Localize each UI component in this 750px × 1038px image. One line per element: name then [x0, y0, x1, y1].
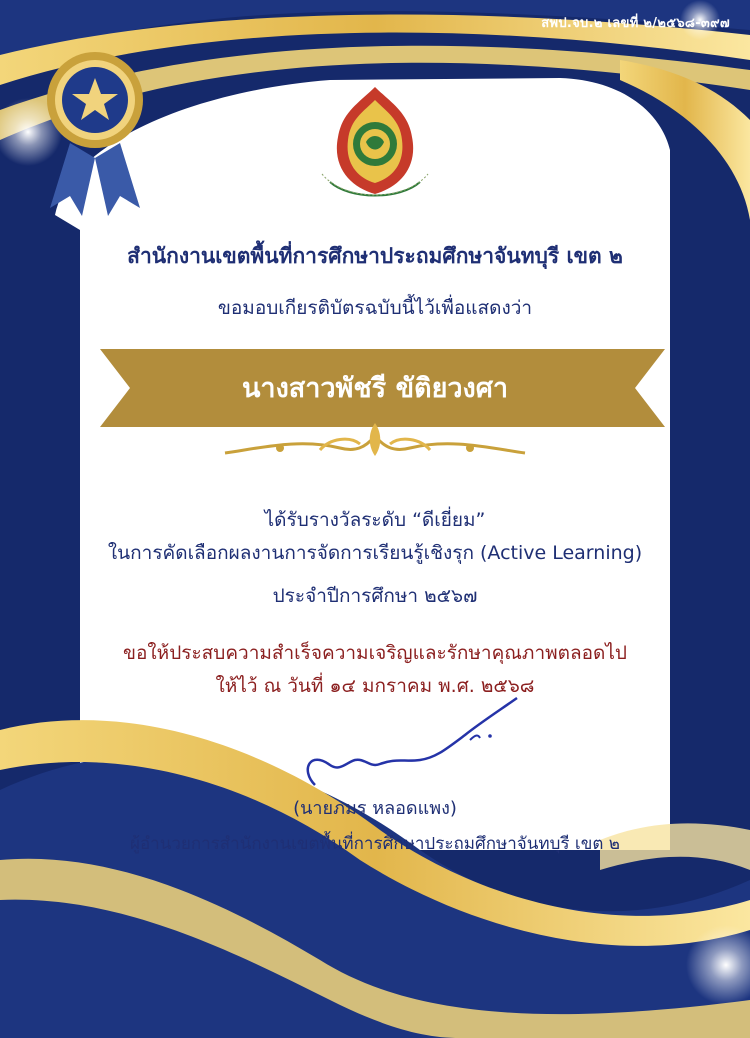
- star-badge-icon: [40, 48, 150, 218]
- signature: [285, 690, 525, 800]
- issue-date: ให้ไว้ ณ วันที่ ๑๔ มกราคม พ.ศ. ๒๕๖๘: [215, 675, 535, 697]
- award-year: ประจำปีการศึกษา ๒๕๖๗: [272, 585, 478, 607]
- award-description: ในการคัดเลือกผลงานการจัดการเรียนรู้เชิงรุก (Active Learning): [107, 542, 643, 564]
- signer-name: (นายภมร หลอดแพง): [293, 798, 457, 819]
- certificate-intro: ขอมอบเกียรติบัตรฉบับนี้ไว้เพื่อแสดงว่า: [217, 297, 533, 319]
- recipient-name: นางสาวพัชรี ขัติยวงศา: [241, 373, 509, 404]
- document-number: สพป.จบ.๒ เลขที่ ๒/๒๕๖๘-๓๙๗: [541, 16, 730, 31]
- gold-flourish-ornament: [220, 418, 530, 468]
- organization-title: สำนักงานเขตพื้นที่การศึกษาประถมศึกษาจันทบุรี เขต ๒: [127, 244, 623, 268]
- wish-line: ขอให้ประสบความสำเร็จความเจริญและรักษาคุณภาพตลอดไป: [123, 642, 627, 664]
- obec-seal-logo: [300, 82, 450, 207]
- award-level: ได้รับรางวัลระดับ “ดีเยี่ยม”: [264, 509, 486, 531]
- signer-position: ผู้อำนวยการสำนักงานเขตพื้นที่การศึกษาประถมศึกษาจันทบุรี เขต ๒: [129, 834, 620, 854]
